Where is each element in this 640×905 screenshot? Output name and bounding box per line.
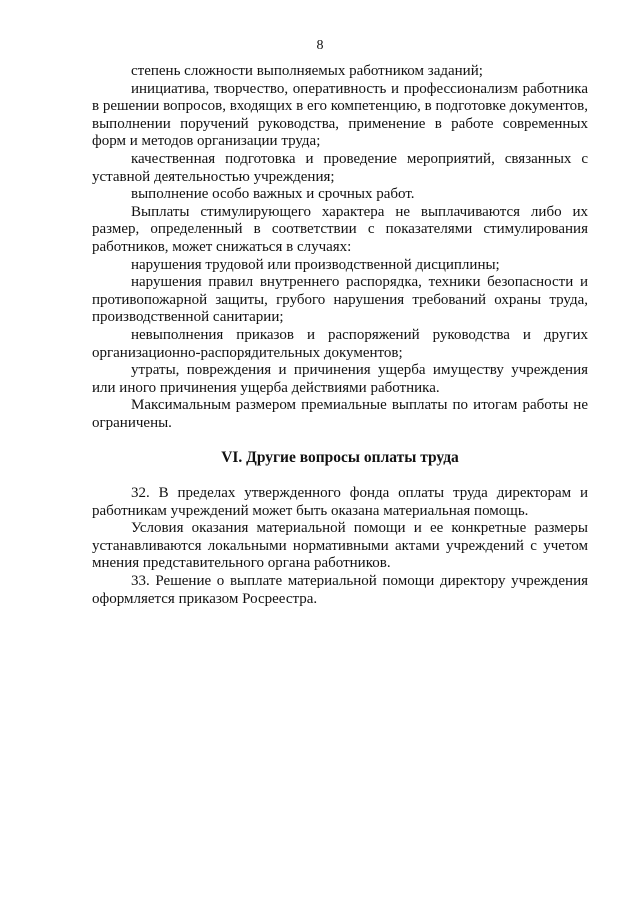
paragraph: утраты, повреждения и причинения ущерба имуществу учреждения или иного причинения ущерба действиями работника. [92, 362, 588, 396]
paragraph: выполнение особо важных и срочных работ. [131, 186, 415, 203]
paragraph: 33. Решение о выплате материальной помощи директору учреждения оформляется приказом Росреестра. [92, 573, 588, 607]
paragraph: степень сложности выполняемых работником заданий; [131, 63, 483, 79]
paragraph: инициатива, творчество, оперативность и профессионализм работника в решении вопросов, входящих в его компетенцию, в подготовке документов, выполнении поручений руководства, применение в работе современных форм и методов организации труда; [92, 80, 588, 150]
paragraph: 32. В пределах утвержденного фонда оплаты труда директорам и работникам учреждений может быть оказана материальная помощь. [92, 485, 588, 519]
document-body [92, 63, 588, 608]
section-heading: VI. Другие вопросы оплаты труда [221, 449, 459, 467]
paragraph: качественная подготовка и проведение мероприятий, связанных с уставной деятельностью учреждения; [92, 150, 588, 185]
paragraph: Максимальным размером премиальные выплаты по итогам работы не ограничены. [92, 397, 588, 431]
paragraph: невыполнения приказов и распоряжений руководства и других организационно-распорядительных документов; [92, 326, 588, 361]
paragraph: Выплаты стимулирующего характера не выплачиваются либо их размер, определенный в соответствии с показателями стимулирования работников, может снижаться в случаях: [92, 203, 588, 255]
paragraph: нарушения правил внутреннего распорядка, техники безопасности и противопожарной защиты, грубого нарушения требований охраны труда, производственной санитарии; [92, 274, 588, 326]
page-number: 8 [316, 38, 324, 53]
paragraph: нарушения трудовой или производственной дисциплины; [131, 256, 500, 273]
paragraph: Условия оказания материальной помощи и ее конкретные размеры устанавливаются локальными нормативными актами учреждений с учетом мнения представительного органа работников. [92, 520, 588, 572]
